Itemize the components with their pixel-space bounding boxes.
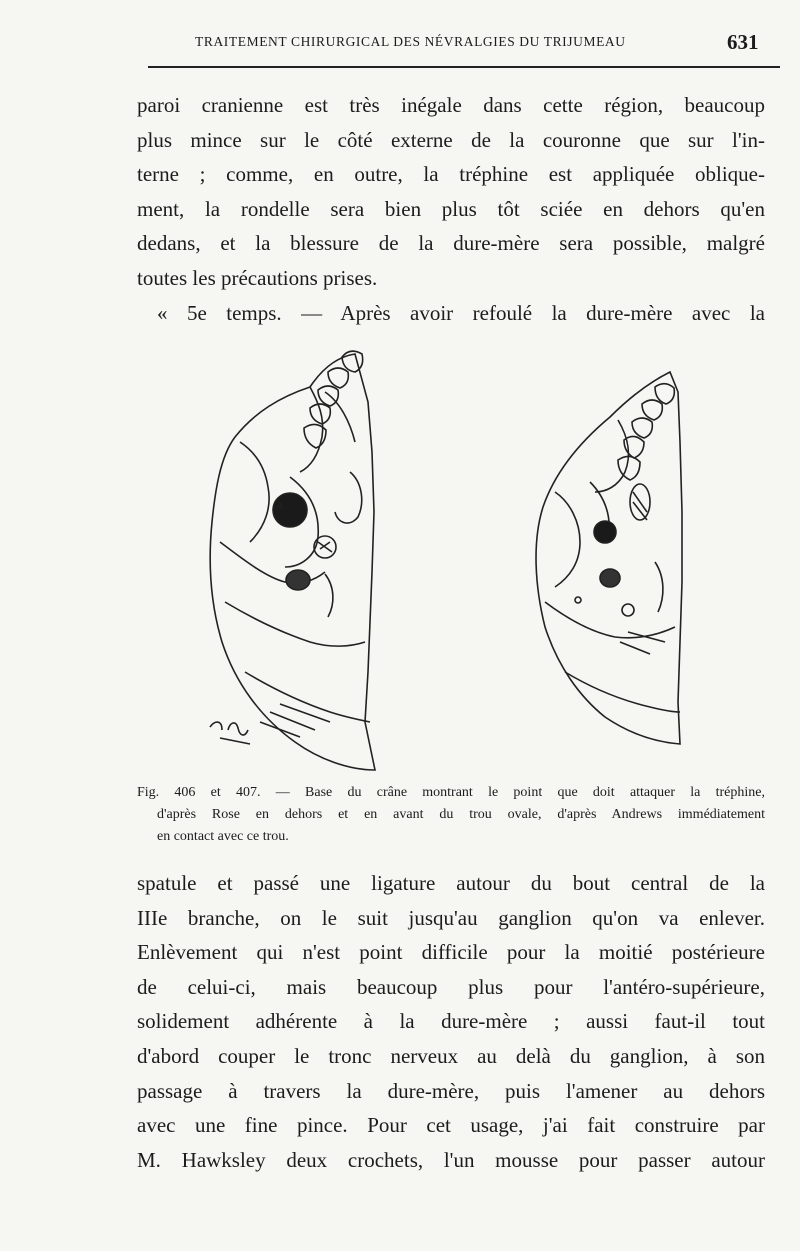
text-line: avec une fine pince. Pour cet usage, j'ai fait construire par — [137, 1113, 765, 1138]
figure-label-a: A — [276, 500, 284, 512]
body-text-bottom — [137, 866, 765, 1177]
text-line: spatule et passé une ligature autour du bout central de la — [137, 871, 765, 895]
text-line: IIIe branche, on le suit jusqu'au ganglion qu'on va enlever. — [137, 905, 765, 930]
text-line: de celui-ci, mais beaucoup plus pour l'antéro-supérieure, — [137, 974, 765, 999]
caption-line: d'après Rose en dehors et en avant du trou ovale, d'après Andrews immédiatement — [157, 807, 765, 822]
text-line: « 5e temps. — Après avoir refoulé la dure-mère avec la — [157, 300, 765, 325]
figure-caption — [137, 782, 765, 848]
page-number: 631 — [727, 30, 759, 54]
text-line: d'abord couper le tronc nerveux au delà du ganglion, à son — [137, 1043, 765, 1068]
header-rule — [148, 66, 780, 68]
text-line: plus mince sur le côté externe de la couronne que sur l'in- — [137, 127, 765, 152]
text-line: toutes les précautions prises. — [137, 265, 378, 290]
body-text-top — [137, 88, 765, 330]
left-skull-outline — [210, 354, 375, 770]
text-line: passage à travers la dure-mère, puis l'amener au dehors — [137, 1078, 765, 1103]
text-line: Enlèvement qui n'est point difficile pour la moitié postérieure — [137, 940, 765, 965]
skull-base-figure — [150, 342, 770, 772]
text-line: dedans, et la blessure de la dure-mère sera possible, malgré — [137, 231, 765, 256]
right-skull-outline — [536, 372, 682, 744]
text-line: M. Hawksley deux crochets, l'un mousse pour passer autour — [137, 1147, 765, 1172]
caption-line: en contact avec ce trou. — [157, 829, 289, 844]
skull-base-drawings — [150, 342, 770, 772]
text-line: ment, la rondelle sera bien plus tôt sciée en dehors qu'en — [137, 196, 765, 221]
text-line: paroi cranienne est très inégale dans cette région, beaucoup — [137, 93, 765, 117]
text-line: terne ; comme, en outre, la tréphine est appliquée oblique- — [137, 162, 765, 187]
text-line: solidement adhérente à la dure-mère ; aussi faut-il tout — [137, 1009, 765, 1034]
engraver-signature — [210, 722, 250, 744]
caption-line: Fig. 406 et 407. — Base du crâne montrant le point que doit attaquer la tréphine, — [137, 785, 765, 800]
running-title: TRAITEMENT CHIRURGICAL DES NÉVRALGIES DU TRIJUMEAU — [195, 34, 626, 49]
running-head — [195, 34, 755, 51]
